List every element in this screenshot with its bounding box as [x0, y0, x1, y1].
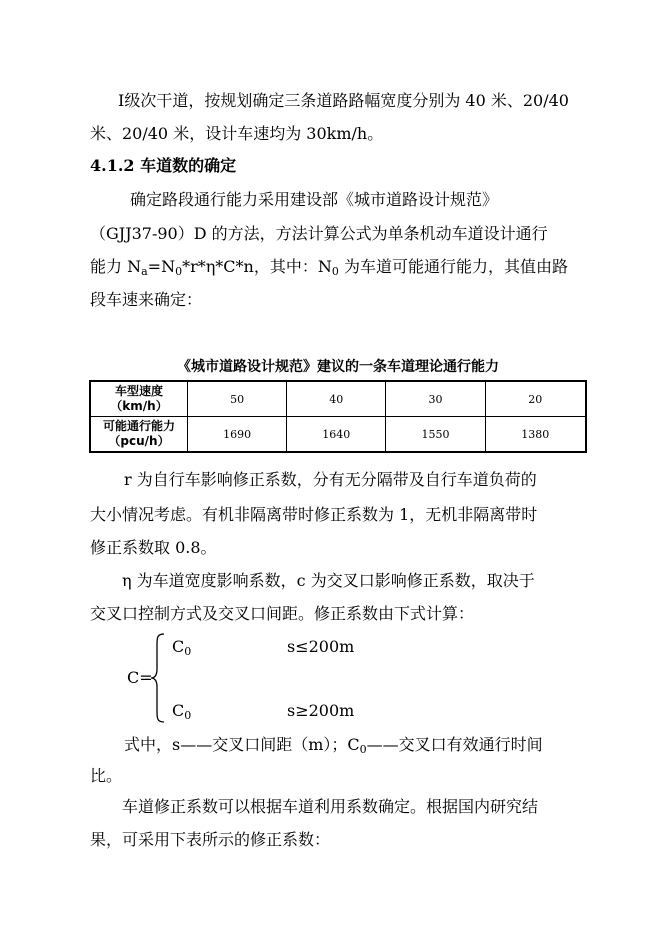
para3-line3: 修正系数取 0.8。 — [90, 538, 217, 557]
row-header-capacity — [90, 417, 188, 453]
para5-line1-pre: 式中，s——交叉口间距（m）；C — [124, 735, 360, 754]
para1-line2: 米、20/40 米，设计车速均为 30km/h。 — [90, 124, 384, 143]
row-header-capacity-unit: （pcu/h） — [108, 434, 170, 448]
table-caption: 《城市道路设计规范》建议的一条车道理论通行能力 — [177, 359, 499, 375]
table-row — [90, 417, 586, 453]
capacity-table — [89, 380, 587, 453]
table-cell: 1640 — [287, 417, 386, 453]
table-row — [90, 381, 586, 417]
para2-line3-mid: =N — [147, 257, 176, 276]
para4-line2: 交叉口控制方式及交叉口间距。修正系数由下式计算： — [90, 604, 475, 623]
para2-line1: 确定路段通行能力采用建设部《城市道路设计规范》 — [130, 190, 499, 209]
para4-line1: η 为车道宽度影响系数，c 为交叉口影响修正系数，取决于 — [122, 571, 535, 590]
c0-bottom-base: C — [172, 701, 185, 720]
para2-line3 — [90, 257, 568, 282]
c0-top-base: C — [172, 637, 185, 656]
para2-line3-post: 为车道可能通行能力，其值由路 — [338, 257, 568, 276]
para3-line1: r 为自行车影响修正系数，分有无分隔带及自行车道负荷的 — [124, 470, 537, 489]
table-cell: 30 — [386, 381, 485, 417]
para3-line2: 大小情况考虑。有机非隔离带时修正系数为 1，无机非隔离带时 — [90, 505, 538, 524]
table-cell: 20 — [485, 381, 586, 417]
c0-subscript: 0 — [359, 743, 367, 756]
left-brace-icon — [150, 633, 166, 723]
formula-c0-bottom — [172, 701, 191, 722]
para6-line2: 果，可采用下表所示的修正系数： — [90, 830, 331, 849]
row-header-speed-unit: （km/h） — [110, 399, 168, 413]
row-header-speed — [90, 381, 188, 417]
c0-top-subscript: 0 — [184, 645, 192, 658]
formula-lhs: C= — [127, 668, 153, 687]
section-heading: 4.1.2 车道数的确定 — [90, 156, 237, 175]
table-cell: 1550 — [386, 417, 485, 453]
n0-subscript: 0 — [175, 265, 183, 278]
c0-bottom-subscript: 0 — [184, 709, 192, 722]
table-cell: 40 — [287, 381, 386, 417]
para5-line2: 比。 — [90, 766, 123, 785]
row-header-speed-label: 车型速度 — [114, 384, 163, 398]
row-header-capacity-label: 可能通行能力 — [102, 419, 175, 433]
para2-line3-pre: 能力 N — [90, 257, 142, 276]
formula-c0-top — [172, 637, 191, 658]
para5-line1 — [124, 735, 543, 760]
table-cell: 1690 — [188, 417, 287, 453]
para2-line4: 段车速来确定： — [90, 290, 203, 309]
para2-line3-mid2: *r*η*C*n，其中：N — [182, 257, 332, 276]
n0-subscript-2: 0 — [331, 265, 339, 278]
para6-line1: 车道修正系数可以根据车道利用系数确定。根据国内研究结 — [122, 797, 539, 816]
para1-line1: Ⅰ级次干道，按规划确定三条道路路幅宽度分别为 40 米、20/40 — [118, 91, 569, 110]
para5-line1-post: ——交叉口有效通行时间 — [366, 735, 543, 754]
formula-condition-2: s≥200m — [287, 701, 355, 720]
table-cell: 1380 — [485, 417, 586, 453]
na-subscript: a — [141, 265, 148, 278]
formula-condition-1: s≤200m — [287, 637, 355, 656]
table-cell: 50 — [188, 381, 287, 417]
para2-line2: （GJJ37-90）D 的方法，方法计算公式为单条机动车道设计通行 — [90, 224, 548, 243]
